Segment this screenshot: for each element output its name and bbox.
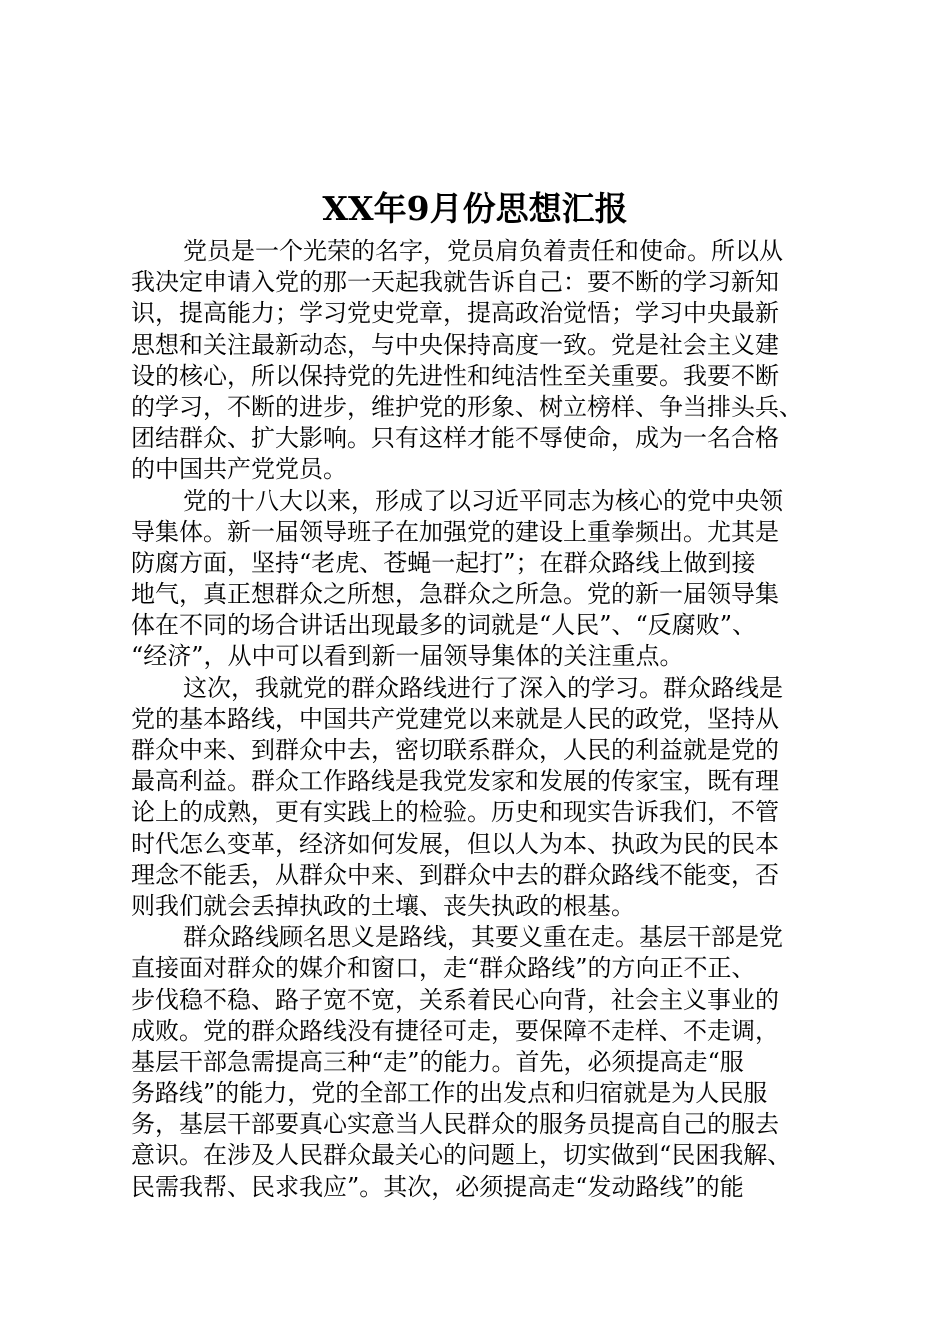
text-line: 的学习，不断的进步，维护党的形象、树立榜样、争当排头兵、 [131, 392, 803, 421]
text-line: 时代怎么变革，经济如何发展，但以人为本、执政为民的民本 [131, 829, 779, 858]
text-line: 地气，真正想群众之所想，急群众之所急。党的新一届领导集 [131, 580, 779, 609]
text-line: 基层干部急需提高三种“走”的能力。首先，必须提高走“服 [131, 1047, 744, 1076]
text-line: 党员是一个光荣的名字，党员肩负着责任和使命。所以从 [183, 237, 783, 265]
text-line: “经济”，从中可以看到新一届领导集体的关注重点。 [131, 642, 684, 671]
text-line: 则我们就会丢掉执政的土壤、丧失执政的根基。 [131, 891, 635, 920]
text-line: 设的核心，所以保持党的先进性和纯洁性至关重要。我要不断 [131, 361, 779, 390]
text-line: 我决定申请入党的那一天起我就告诉自己：要不断的学习新知 [131, 268, 779, 297]
text-line: 论上的成熟，更有实践上的检验。历史和现实告诉我们，不管 [131, 798, 779, 827]
text-line: 成败。党的群众路线没有捷径可走，要保障不走样、不走调， [131, 1016, 779, 1045]
text-line: 务路线”的能力，党的全部工作的出发点和归宿就是为人民服 [131, 1079, 768, 1108]
text-line: 党的十八大以来，形成了以习近平同志为核心的党中央领 [183, 486, 783, 515]
text-line: 群众中来、到群众中去，密切联系群众，人民的利益就是党的 [131, 736, 779, 764]
text-line: 思想和关注最新动态，与中央保持高度一致。党是社会主义建 [131, 330, 779, 359]
text-line: 意识。在涉及人民群众最关心的问题上，切实做到“民困我解、 [131, 1141, 792, 1170]
text-line: 党的基本路线，中国共产党建党以来就是人民的政党，坚持从 [131, 704, 779, 733]
text-line: 最高利益。群众工作路线是我党发家和发展的传家宝，既有理 [131, 767, 779, 796]
text-line: 群众路线顾名思义是路线，其要义重在走。基层干部是党 [183, 923, 783, 952]
text-line: 直接面对群众的媒介和窗口，走“群众路线”的方向正不正、 [131, 954, 756, 983]
text-line: 民需我帮、民求我应”。其次，必须提高走“发动路线”的能 [131, 1172, 744, 1201]
text-line: 务，基层干部要真心实意当人民群众的服务员提高自己的服去 [131, 1110, 779, 1139]
text-line: 理念不能丢，从群众中来、到群众中去的群众路线不能变，否 [131, 860, 779, 889]
text-line: 的中国共产党党员。 [131, 455, 347, 484]
text-line: 防腐方面，坚持“老虎、苍蝇一起打”；在群众路线上做到接 [131, 548, 756, 577]
text-line: 这次，我就党的群众路线进行了深入的学习。群众路线是 [183, 673, 783, 702]
text-line: 识，提高能力；学习党史党章，提高政治觉悟；学习中央最新 [131, 299, 779, 328]
document-title: XX年9月份思想汇报 [322, 189, 628, 228]
text-line: 体在不同的场合讲话出现最多的词就是“人民”、“反腐败”、 [131, 611, 757, 640]
text-line: 团结群众、扩大影响。只有这样才能不辱使命，成为一名合格 [131, 424, 779, 453]
document-body [131, 236, 835, 1203]
text-line: 步伐稳不稳、路子宽不宽，关系着民心向背，社会主义事业的 [131, 985, 779, 1014]
text-line: 导集体。新一届领导班子在加强党的建设上重拳频出。尤其是 [131, 517, 779, 546]
